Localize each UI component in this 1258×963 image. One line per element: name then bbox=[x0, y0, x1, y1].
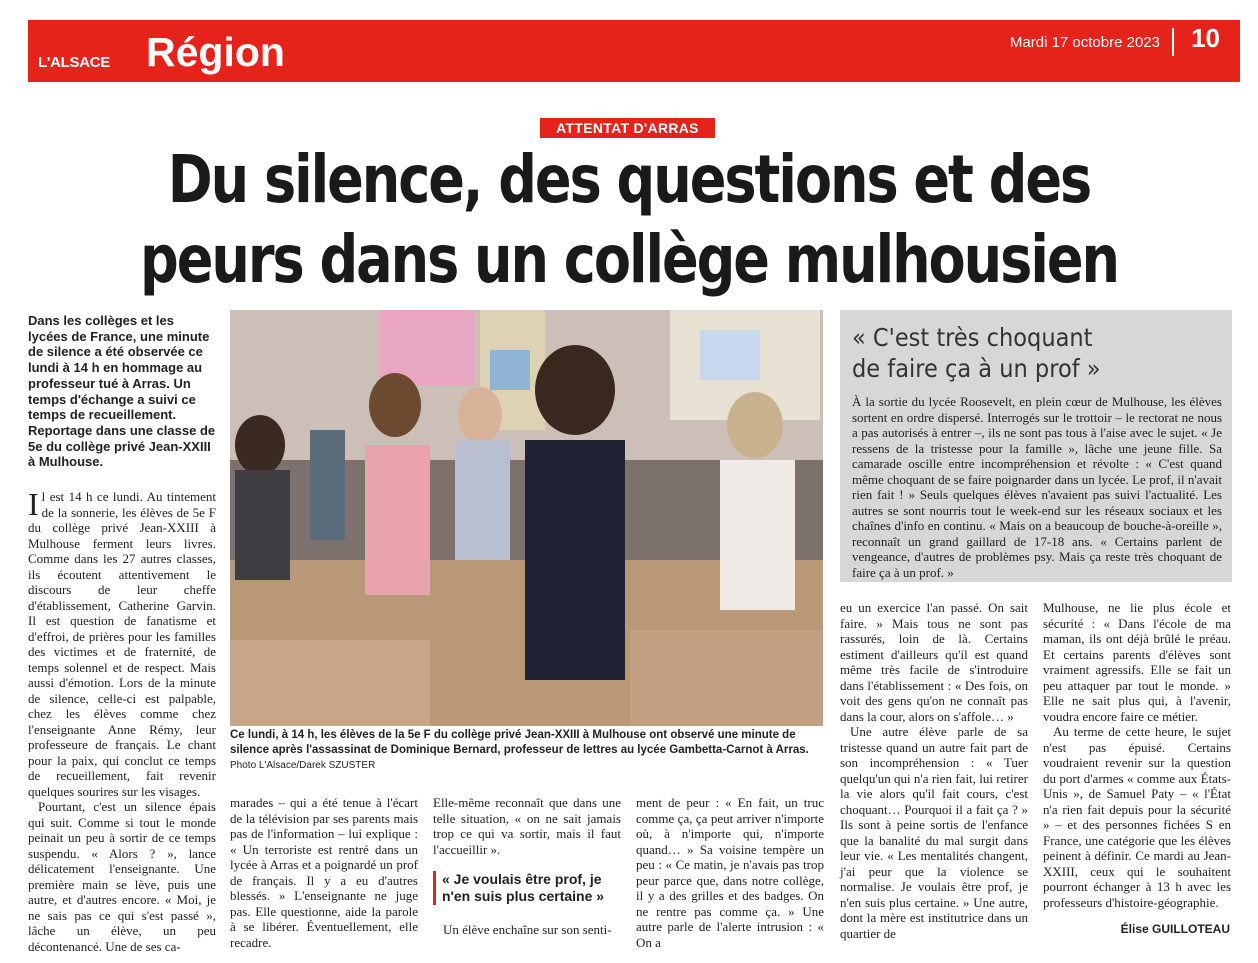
paragraph: Pourtant, c'est un silence épais qui suit. Comme si tout le monde peinait un peu à sortir de ce temps suspendu. « Alors ? », lance délicatement l'enseignante. Une première main se lève, puis une autre, et d'autres encore. « Moi, je ne sais pas ce qui s'est passé », lâche un élève, un peu décontenancé. Une de ses ca- bbox=[28, 799, 216, 954]
drop-cap: I bbox=[28, 486, 39, 522]
header-band bbox=[28, 20, 1240, 82]
newspaper-logo: L'ALSACE bbox=[38, 54, 110, 71]
paragraph: Au terme de cette heure, le sujet n'est pas épuisé. Certains voudraient revenir sur la question du port d'armes « comme aux États-Unis », de Samuel Paty – « l'État n'a rien fait depuis pour la sécurité » – et des personnes fichées S en France, une catégorie que les élèves peinent à définir. Ce mardi au Jean-XXIII, ceux qui le souhaitent pourront échanger à 13 h avec les professeurs d'histoire-géographie. bbox=[1043, 724, 1231, 910]
paragraph: Un élève enchaîne sur son senti- bbox=[443, 922, 612, 937]
text-column-3-cont bbox=[433, 922, 621, 938]
text-column-3 bbox=[433, 795, 621, 857]
sidebar-text: À la sortie du lycée Roosevelt, en plein cœur de Mulhouse, les élèves sortent en ordre dispersé. Interrogés sur le trottoir – le rectorat ne nous a pas autorisés à entrer –, ils ne sont pas tous à l'aise avec le sujet. « Je ressens de la tristesse pour la famille », lâche une jeune fille. Sa camarade oscille entre incompréhension et révolte : « C'est quand même choquant de se faire poignarder dans un lycée. Le prof, il n'avait rien fait ! » Seuls quelques élèves n'avaient pas suivi l'actualité. Les autres se sont nourris tout le week-end sur les réseaux sociaux et les chaînes d'info en continu. « Mais on a beaucoup de bouche-à-oreille », reconnaît un grand gaillard de 17-18 ans. « Certains parlent de vengeance, d'autres de problèmes psy. Mais ça reste très choquant de faire ça à un prof. » bbox=[852, 394, 1222, 580]
header-divider bbox=[1172, 28, 1174, 56]
article-lead: Dans les collèges et les lycées de France, une minute de silence a été observée ce lundi à 14 h en hommage au professeur tué à Arras. Un temps d'échange a suivi ce temps de recueillement. Reportage dans une classe de 5e du collège privé Jean-XXIII à Mulhouse. bbox=[28, 313, 216, 470]
issue-date: Mardi 17 octobre 2023 bbox=[1009, 34, 1160, 51]
article-headline bbox=[130, 140, 1129, 300]
headline-line-2: peurs dans un collège mulhousien bbox=[140, 221, 1118, 298]
paragraph: Mulhouse, ne lie plus école et sécurité : « Dans l'école de ma maman, ils ont déjà brûlé le préau. Et certains parents d'élèves sont vraiment agressifs. Elle se fait un peu attaquer par tout le monde. » Elle ne sait plus qui, à l'avenir, voudra encore faire ce métier. bbox=[1043, 600, 1231, 724]
sidebar-title bbox=[852, 322, 1101, 384]
caption-text: Ce lundi, à 14 h, les élèves de la 5e F du collège privé Jean-XXIII à Mulhouse ont observé une minute de silence après l'assassinat de Dominique Bernard, professeur de lettres au lycée Gambetta-Carnot à Arras. bbox=[230, 729, 809, 756]
photo-caption bbox=[230, 728, 823, 773]
text-column-1 bbox=[28, 486, 216, 954]
sidebar-box bbox=[840, 310, 1232, 582]
section-title: Région bbox=[146, 29, 285, 75]
headline-line-1: Du silence, des questions et des bbox=[167, 141, 1091, 218]
intertitle: « Je voulais être prof, je n'en suis plus certaine » bbox=[433, 871, 618, 905]
sidebar-title-line-1: « C'est très choquant bbox=[852, 323, 1093, 352]
paragraph: Une autre élève parle de sa tristesse quand un autre fait part de son incompréhension : « Tuer quelqu'un qui n'a rien fait, lui retirer la vie alors qu'il fait cours, c'est choquant… Pourquoi il a fait ça ? » Ils sont à peine sortis de l'enfance que la banalité du mal surgit dans leur vie. « Les mentalités changent, j'ai peur que la violence se normalise. Je voulais être prof, je n'en suis plus certaine. » Une autre, dont la mère est institutrice dans un quartier de bbox=[840, 724, 1028, 941]
author-signature: Élise GUILLOTEAU bbox=[1120, 922, 1230, 936]
text-column-5 bbox=[840, 600, 1028, 941]
article-kicker: ATTENTAT D'ARRAS bbox=[540, 118, 715, 138]
photo-credit: Photo L'Alsace/Darek SZUSTER bbox=[230, 760, 376, 771]
sidebar-title-line-2: de faire ça à un prof » bbox=[852, 354, 1101, 383]
paragraph: marades – qui a été tenue à l'écart de la télévision par ses parents mais pas de l'information – lui explique : « Un terroriste est rentré dans un lycée à Arras et a poignardé un prof de français. Il y a eu d'autres blessés. » L'enseignante ne juge pas. Elle questionne, aide la parole à se libérer. Éventuellement, elle recadre. bbox=[230, 795, 418, 950]
page-number: 10 bbox=[1191, 23, 1220, 53]
paragraph: Elle-même reconnaît que dans une telle situation, « on ne sait jamais trop ce qui va sortir, mais il faut l'accueillir ». bbox=[433, 795, 621, 857]
article-photo bbox=[230, 310, 823, 726]
text-column-4 bbox=[636, 795, 824, 950]
classroom-photo-illustration bbox=[230, 310, 823, 726]
paragraph: l est 14 h ce lundi. Au tintement de la sonnerie, les élèves de 5e F du collège privé Jean-XXIII à Mulhouse ferment leurs livres. Comme dans les 27 autres classes, ils écoutent attentivement le discours de leur cheffe d'établissement, Catherine Garvin. Il est question de fanatisme et d'effroi, de prières pour les familles des victimes et de fraternité, de temps solennel et de respect. Mais aussi d'émotion. Lors de la minute de silence, celle-ci est palpable, chez les élèves comme chez l'enseignante Anne Rémy, leur professeure de français. Le chant pour la paix, qui conclut ce temps de recueillement, fait revenir quelques sourires sur les visages. bbox=[28, 489, 216, 799]
text-column-2 bbox=[230, 795, 418, 950]
paragraph: eu un exercice l'an passé. On sait faire. » Mais tous ne sont pas rassurés, loin de là. Certains estiment d'ailleurs qu'il est quand même très facile de s'introduire dans l'établissement : « Des fois, on voit des gens qu'on ne connaît pas dans la cour, alors on s'affole… » bbox=[840, 600, 1028, 724]
text-column-6 bbox=[1043, 600, 1231, 910]
paragraph: ment de peur : « En fait, un truc comme ça, ça peut arriver n'importe où, à n'importe qui, n'importe quand… » Sa voisine tempère un peu : « Ce matin, je n'avais pas trop peur parce que, dans notre collège, il y a des grilles et des badges. On ne rentre pas comme ça. » Une autre parle de l'alerte intrusion : « On a bbox=[636, 795, 824, 950]
